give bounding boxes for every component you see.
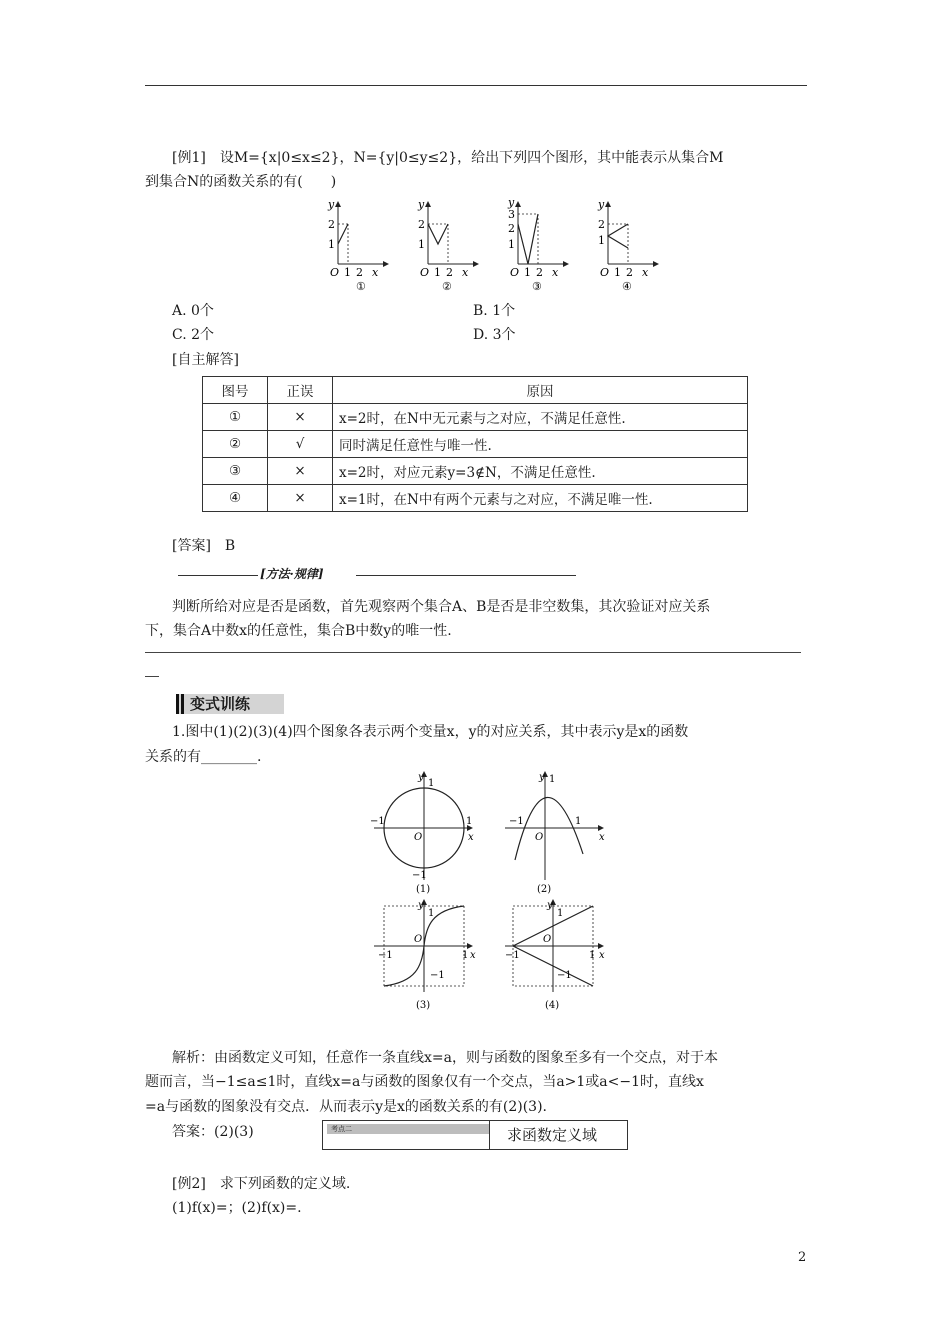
option-a: A. 0个 [172,303,214,319]
g2-y-label: y [418,198,425,211]
v4-y-label: y [547,900,553,911]
v3-caption: (3) [416,1000,431,1011]
g1-x-tick-1: 1 [344,266,351,279]
g4-x-label: x [642,266,649,279]
method-rule-left [178,575,258,576]
bar-mark-1 [176,694,179,714]
row1-reason: x=2时，在N中无元素与之对应，不满足任意性. [333,404,748,431]
g4-x-tick-1: 1 [614,266,621,279]
variant-graph-3 [374,900,476,1011]
option-c: C. 2个 [172,327,215,343]
topic-divider [489,1121,490,1149]
dash-rule [145,652,801,653]
reason-table [202,376,748,512]
g3-y-label: y [508,196,515,209]
variant-answer: 答案：(2)(3) [172,1124,254,1140]
graph-2 [417,198,478,292]
g3-tick-2: 2 [508,222,515,235]
row1-figure: ① [203,404,268,431]
g3-tick-3: 3 [508,208,515,221]
g3-x-label: x [552,266,559,279]
row4-reason: x=1时，在N中有两个元素与之对应，不满足唯一性. [333,485,748,512]
v3-origin: O [414,934,423,945]
g2-tick-2: 2 [418,218,425,231]
self-answer-title: [自主解答] [172,352,239,368]
dash-rule-tail [145,676,159,677]
v2-x-label: x [599,832,605,843]
page-number: 2 [798,1250,807,1265]
v3-x-label: x [470,950,476,961]
header-rule [145,85,807,86]
v4-x-neg1: −1 [505,950,520,961]
v2-caption: (2) [537,884,552,895]
v2-x-neg1: −1 [509,816,524,827]
example1-line1: [例1] 设M={x|0≤x≤2}，N={y|0≤y≤2}，给出下列四个图形，其中能表示从集合M [172,150,724,166]
v4-caption: (4) [545,1000,560,1011]
v3-y-neg1: −1 [430,970,445,981]
g3-origin: O [510,266,520,279]
table-header-row [203,377,748,404]
topic-tag [327,1124,489,1134]
variant-section-header [176,694,284,714]
analysis-line1: 解析：由函数定义可知，任意作一条直线x=a，则与函数的图象至多有一个交点，对于本 [172,1050,718,1066]
v3-y-label: y [418,900,424,911]
analysis-line3: =a与函数的图象没有交点．从而表示y是x的函数关系的有(2)(3). [145,1099,547,1115]
g2-x-label: x [462,266,469,279]
example1-line2: 到集合N的函数关系的有( ) [145,174,337,190]
row3-mark: × [268,458,333,485]
row3-figure: ③ [203,458,268,485]
variant-graph-2 [505,772,605,895]
g2-caption: ② [442,280,452,292]
g1-origin: O [330,266,340,279]
example2-line1: [例2] 求下列函数的定义域. [172,1176,351,1192]
variant-title: 变式训练 [190,695,251,713]
g3-tick-1: 1 [508,238,515,251]
table-row [203,431,748,458]
table-row [203,458,748,485]
g4-tick-1: 1 [598,234,605,247]
bar-mark-2 [181,694,184,714]
g4-origin: O [600,266,610,279]
answer-1: [答案] B [172,538,236,554]
g4-y-label: y [598,198,605,211]
q1-line2: 关系的有________. [145,749,262,765]
method-line1: 判断所给对应是否是函数，首先观察两个集合A、B是否是非空数集，其次验证对应关系 [172,599,711,615]
example2-line2: (1)f(x)=；(2)f(x)=. [172,1200,302,1216]
g2-tick-1: 1 [418,238,425,251]
g1-caption: ① [356,280,366,292]
v3-x-1: 1 [462,950,469,961]
g1-y-label: y [328,198,335,211]
v4-x-label: x [599,950,605,961]
option-b: B. 1个 [473,303,516,319]
g1-x-label: x [372,266,379,279]
v1-x-label: x [468,832,474,843]
row3-reason: x=2时，对应元素y=3∉N，不满足任意性. [333,458,748,485]
graph-4 [597,198,658,292]
variant-graph-4 [505,900,605,1011]
g1-x-tick-2: 2 [356,266,363,279]
q1-line1: 1.图中(1)(2)(3)(4)四个图象各表示两个变量x，y的对应关系，其中表示y是x的函数 [172,724,689,740]
topic-title: 求函数定义域 [507,1126,598,1144]
analysis-line2: 题而言，当−1≤a≤1时，直线x=a与函数的图象仅有一个交点，当a>1或a<−1时，直线x [145,1074,704,1090]
v1-x-neg1: −1 [370,816,385,827]
v3-y-1: 1 [428,908,435,919]
method-title: [方法·规律] [260,567,324,581]
method-bar [178,565,578,585]
g2-x-tick-2: 2 [446,266,453,279]
v1-y-label: y [418,772,424,783]
row2-reason: 同时满足任意性与唯一性. [333,431,748,458]
v2-y-1: 1 [549,774,556,785]
header-reason: 原因 [333,377,748,404]
g3-x-tick-1: 1 [524,266,531,279]
v4-y-neg1: −1 [557,970,572,981]
row4-mark: × [268,485,333,512]
v4-x-1: 1 [589,950,596,961]
topic-box [322,1120,628,1150]
variant-graph-1 [370,772,474,895]
option-d: D. 3个 [473,327,516,343]
g1-tick-1: 1 [328,238,335,251]
v3-x-neg1: −1 [378,950,393,961]
g3-x-tick-2: 2 [536,266,543,279]
v2-y-label: y [539,772,545,783]
v1-y-neg1: −1 [412,870,427,881]
row1-mark: × [268,404,333,431]
method-rule-right [356,575,576,576]
header-figure: 图号 [203,377,268,404]
g3-caption: ③ [532,280,542,292]
g1-tick-2: 2 [328,218,335,231]
g2-origin: O [420,266,430,279]
topic-tag-label: 考点二 [331,1125,352,1133]
v2-origin: O [535,832,544,843]
v2-x-1: 1 [575,816,582,827]
table-row [203,485,748,512]
v4-origin: O [543,934,552,945]
v1-caption: (1) [416,884,431,895]
g2-x-tick-1: 1 [434,266,441,279]
method-line2: 下，集合A中数x的任意性，集合B中数y的唯一性. [145,623,452,639]
g4-x-tick-2: 2 [626,266,633,279]
g4-caption: ④ [622,280,632,292]
v1-y-1: 1 [428,778,435,789]
row2-mark: √ [268,431,333,458]
v1-origin: O [414,832,423,843]
header-correct: 正误 [268,377,333,404]
variant-graphs [360,768,620,1018]
graph-1 [327,198,388,292]
example1-graphs [310,196,670,292]
graph-3 [507,196,568,292]
table-row [203,404,748,431]
v4-y-1: 1 [557,908,564,919]
g4-tick-2: 2 [598,218,605,231]
row2-figure: ② [203,431,268,458]
row4-figure: ④ [203,485,268,512]
v1-x-1: 1 [466,816,473,827]
